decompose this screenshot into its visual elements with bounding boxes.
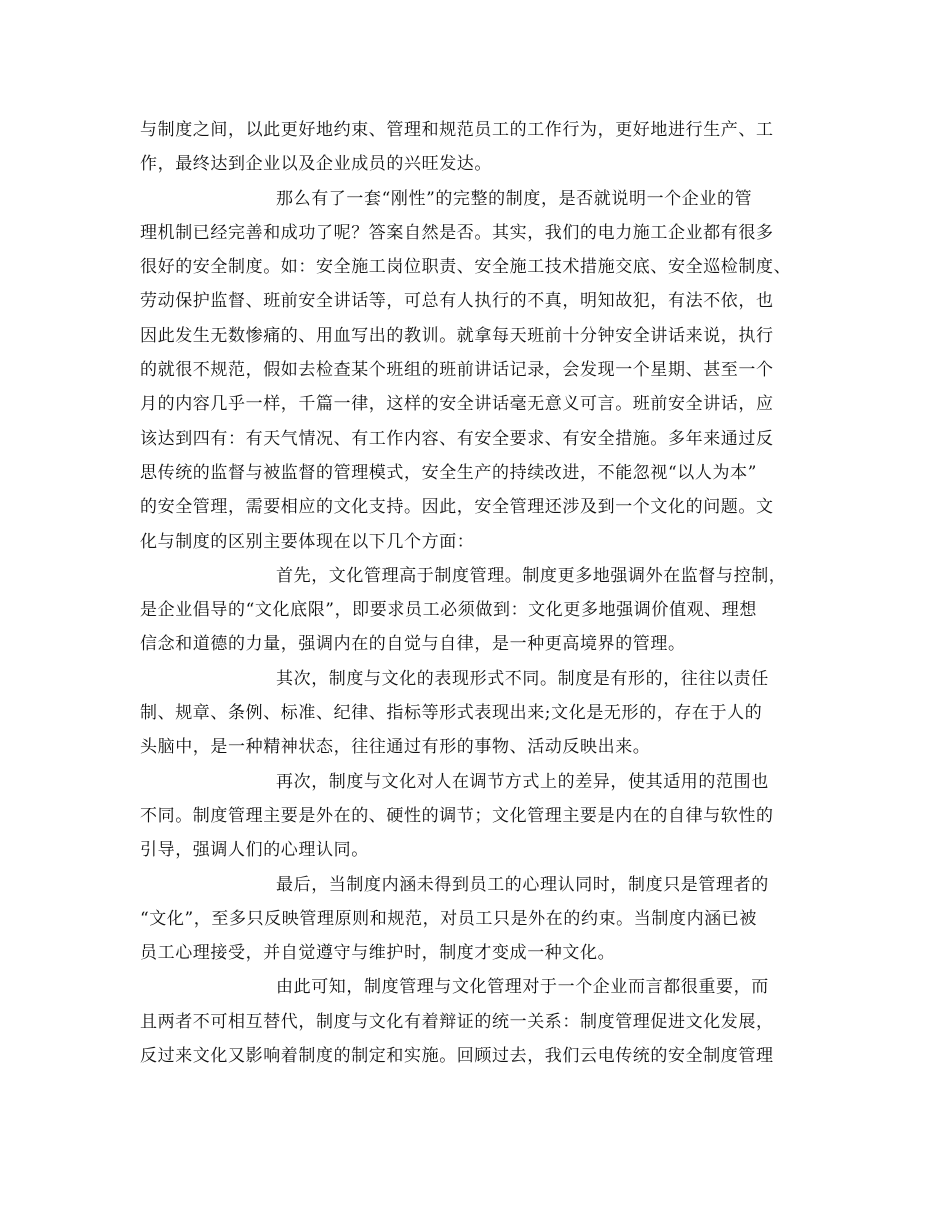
text-line: 很好的安全制度。如：安全施工岗位职责、安全施工技术措施交底、安全巡检制度、 [140, 257, 792, 278]
text-line: 那么有了一套“刚性”的完整的制度，是否就说明一个企业的管 [276, 188, 753, 209]
text-line: 再次，制度与文化对人在调节方式上的差异，使其适用的范围也 [276, 771, 769, 792]
text-line: 作，最终达到企业以及企业成员的兴旺发达。 [140, 154, 492, 175]
text-line: 化与制度的区别主要体现在以下几个方面： [140, 531, 475, 552]
text-line: 反过来文化又影响着制度的制定和实施。回顾过去，我们云电传统的安全制度管理 [140, 1046, 774, 1067]
text-line: 制、规章、条例、标准、纪律、指标等形式表现出来;文化是无形的，存在于人的 [140, 703, 763, 724]
text-line: 其次，制度与文化的表现形式不同。制度是有形的，往往以责任 [276, 668, 769, 689]
text-line: 由此可知，制度管理与文化管理对于一个企业而言都很重要，而 [276, 977, 769, 998]
text-line: 劳动保护监督、班前安全讲话等，可总有人执行的不真，明知故犯，有法不依，也 [140, 291, 774, 312]
document-body-text [140, 113, 820, 1073]
text-line: 是企业倡导的“文化底限”，即要求员工必须做到：文化更多地强调价值观、理想 [140, 600, 757, 621]
text-line: 月的内容几乎一样，千篇一律，这样的安全讲话毫无意义可言。班前安全讲话，应 [140, 394, 774, 415]
text-line: “文化”，至多只反映管理原则和规范，对员工只是外在的约束。当制度内涵已被 [140, 908, 757, 929]
text-line: 员工心理接受，并自觉遵守与维护时，制度才变成一种文化。 [140, 943, 616, 964]
text-line: 不同。制度管理主要是外在的、硬性的调节；文化管理主要是内在的自律与软性的 [140, 805, 774, 826]
text-line: 的安全管理，需要相应的文化支持。因此，安全管理还涉及到一个文化的问题。文 [140, 497, 774, 518]
text-line: 该达到四有：有天气情况、有工作内容、有安全要求、有安全措施。多年来通过反 [140, 428, 774, 449]
text-line: 因此发生无数惨痛的、用血写出的教训。就拿每天班前十分钟安全讲话来说，执行 [140, 325, 774, 346]
text-line: 首先，文化管理高于制度管理。制度更多地强调外在监督与控制， [276, 565, 787, 586]
text-line: 且两者不可相互替代，制度与文化有着辩证的统一关系：制度管理促进文化发展， [140, 1011, 774, 1032]
text-line: 思传统的监督与被监督的管理模式，安全生产的持续改进，不能忽视“以人为本” [140, 462, 757, 483]
text-line: 的就很不规范，假如去检查某个班组的班前讲话记录，会发现一个星期、甚至一个 [140, 360, 774, 381]
text-line: 头脑中，是一种精神状态，往往通过有形的事物、活动反映出来。 [140, 737, 651, 758]
text-line: 引导，强调人们的心理认同。 [140, 840, 369, 861]
text-line: 与制度之间，以此更好地约束、管理和规范员工的工作行为，更好地进行生产、工 [140, 120, 774, 140]
text-line: 最后，当制度内涵未得到员工的心理认同时，制度只是管理者的 [276, 874, 769, 895]
text-line: 理机制已经完善和成功了呢？答案自然是否。其实，我们的电力施工企业都有很多 [140, 222, 774, 243]
text-line: 信念和道德的力量，强调内在的自觉与自律，是一种更高境界的管理。 [140, 634, 686, 655]
